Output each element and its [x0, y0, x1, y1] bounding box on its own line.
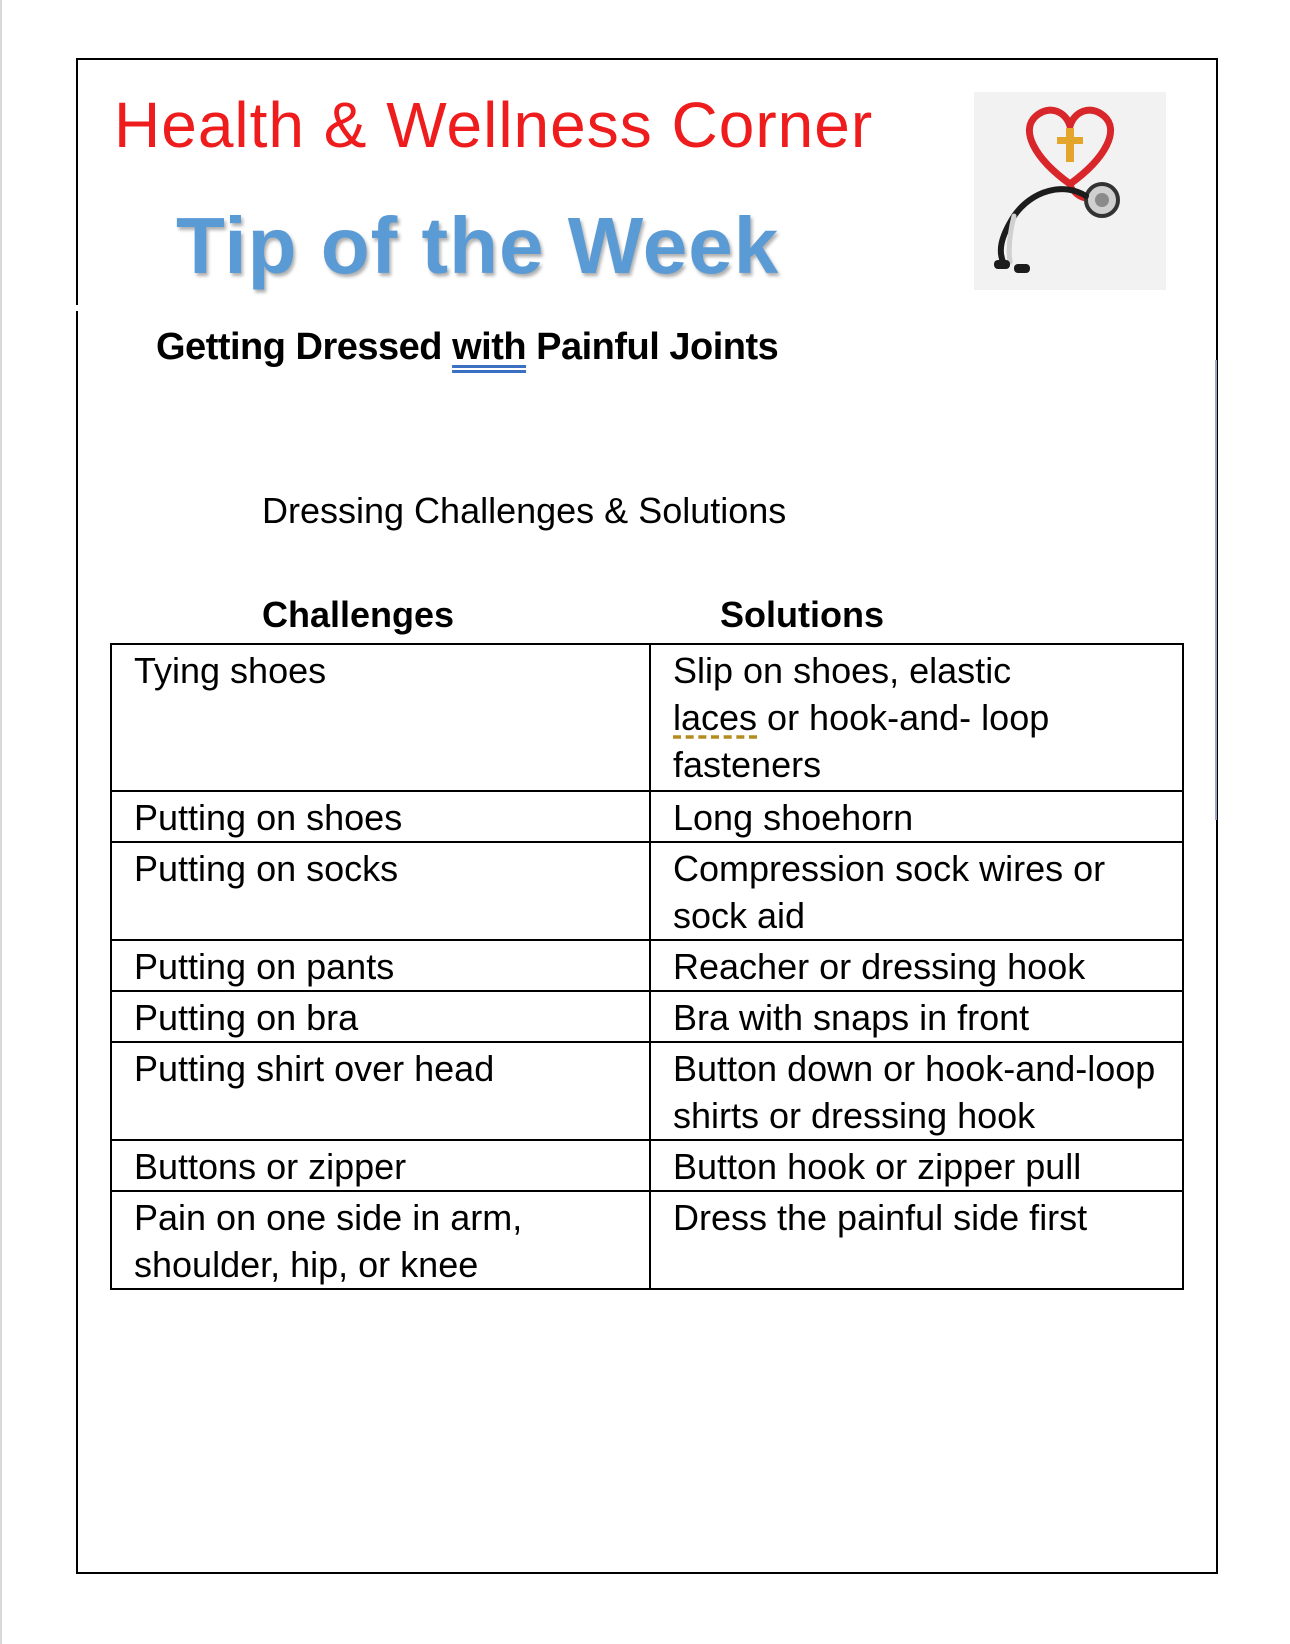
newsletter-title: Health & Wellness Corner: [114, 89, 874, 161]
solution-cell: Reacher or dressing hook: [650, 940, 1183, 991]
challenge-cell: Putting on socks: [111, 842, 650, 940]
article-title: Getting Dressed with Painful Joints: [156, 326, 779, 368]
spelling-flag: laces: [673, 697, 758, 738]
solution-cell: Slip on shoes, elastic laces or hook-and- loop fasteners: [650, 644, 1183, 791]
margin-line: [1215, 360, 1217, 820]
table-row: [111, 644, 1183, 791]
solution-cell: Compression sock wires or sock aid: [650, 842, 1183, 940]
challenge-cell: Putting on pants: [111, 940, 650, 991]
table-row: [111, 991, 1183, 1042]
heart-cross-stethoscope-icon: [974, 92, 1166, 290]
tip-of-week-heading: Tip of the Week: [176, 201, 780, 290]
page-left-edge: [0, 0, 2, 1644]
column-header-challenges: Challenges: [262, 594, 455, 635]
underlined-word: with: [452, 326, 527, 368]
table-row: [111, 1140, 1183, 1191]
section-title: Dressing Challenges & Solutions: [262, 490, 787, 531]
column-header-solutions: Solutions: [720, 594, 884, 635]
table-row: [111, 842, 1183, 940]
solution-cell: Button down or hook-and-loop shirts or dressing hook: [650, 1042, 1183, 1140]
table-row: [111, 1191, 1183, 1289]
frame-notch: [76, 305, 80, 311]
solution-cell: Bra with snaps in front: [650, 991, 1183, 1042]
challenge-cell: Tying shoes: [111, 644, 650, 791]
solution-cell: Dress the painful side first: [650, 1191, 1183, 1289]
challenge-cell: Putting on bra: [111, 991, 650, 1042]
challenge-cell: Pain on one side in arm, shoulder, hip, or knee: [111, 1191, 650, 1289]
challenge-cell: Buttons or zipper: [111, 1140, 650, 1191]
table-row: [111, 1042, 1183, 1140]
solution-cell: Long shoehorn: [650, 791, 1183, 842]
table-row: [111, 940, 1183, 991]
challenges-solutions-table: [110, 643, 1184, 1290]
table-row: [111, 791, 1183, 842]
solution-cell: Button hook or zipper pull: [650, 1140, 1183, 1191]
challenge-cell: Putting on shoes: [111, 791, 650, 842]
challenge-cell: Putting shirt over head: [111, 1042, 650, 1140]
